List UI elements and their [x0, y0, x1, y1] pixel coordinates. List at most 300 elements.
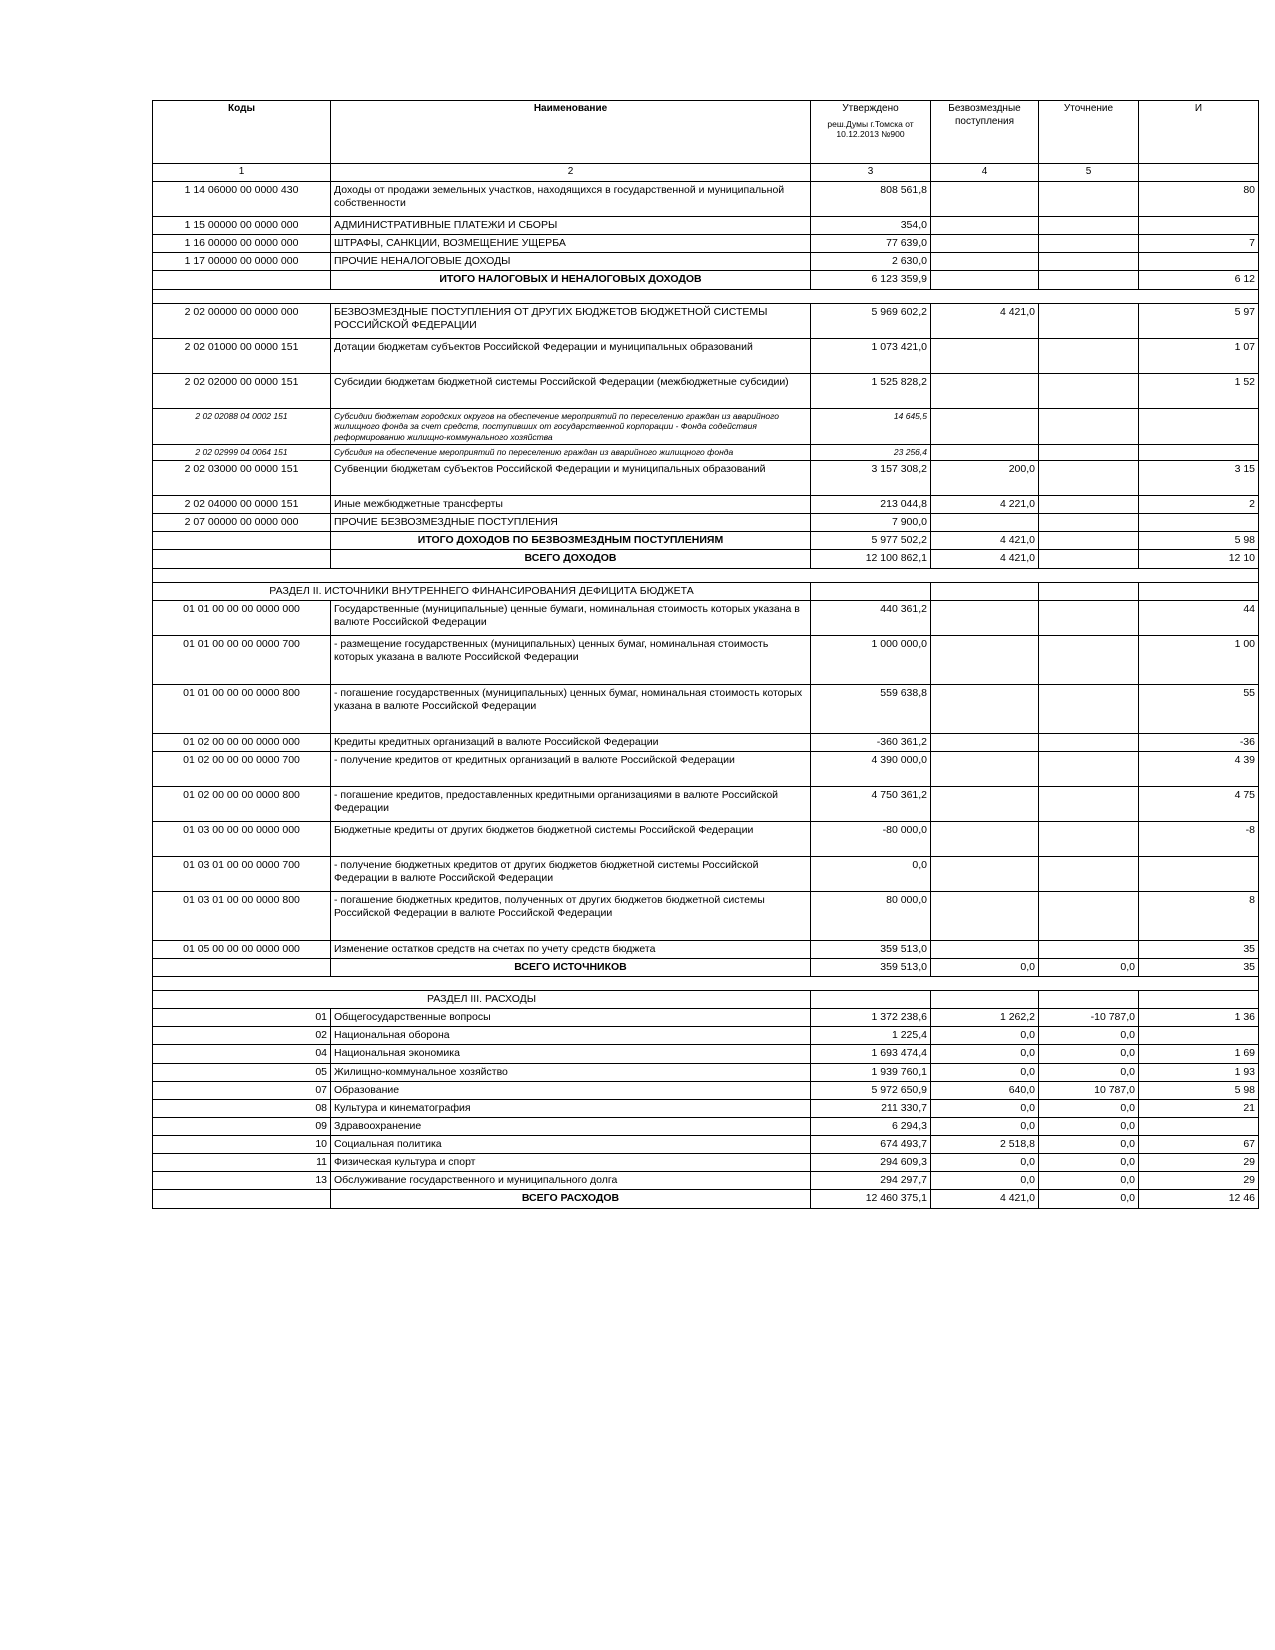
row-approved: 6 294,3	[811, 1117, 931, 1135]
column-header-total	[1139, 101, 1259, 164]
column-header-name	[331, 101, 811, 164]
row-name: Национальная экономика	[331, 1045, 811, 1063]
table-row	[153, 684, 1259, 733]
row-adjustment	[1039, 235, 1139, 253]
row-code: 2 02 00000 00 0000 000	[153, 303, 331, 338]
row-total	[1139, 856, 1259, 891]
row-gratuitous	[931, 856, 1039, 891]
table-row	[153, 1136, 1259, 1154]
row-code	[153, 958, 331, 976]
row-gratuitous	[931, 821, 1039, 856]
row-adjustment	[1039, 821, 1139, 856]
row-name: АДМИНИСТРАТИВНЫЕ ПЛАТЕЖИ И СБОРЫ	[331, 217, 811, 235]
column-number-2: 2	[331, 164, 811, 182]
row-adjustment: 10 787,0	[1039, 1081, 1139, 1099]
row-name: Культура и кинематография	[331, 1099, 811, 1117]
row-approved: 559 638,8	[811, 684, 931, 733]
row-gratuitous	[931, 373, 1039, 408]
row-approved: 2 630,0	[811, 253, 931, 271]
row-adjustment: 0,0	[1039, 1045, 1139, 1063]
row-adjustment	[1039, 496, 1139, 514]
row-approved: 211 330,7	[811, 1099, 931, 1117]
table-row	[153, 635, 1259, 684]
row-total: 8	[1139, 891, 1259, 940]
table-row	[153, 1027, 1259, 1045]
table-row	[153, 1045, 1259, 1063]
row-adjustment	[1039, 532, 1139, 550]
row-adjustment	[1039, 514, 1139, 532]
row-adjustment	[1039, 856, 1139, 891]
row-code: 2 02 02000 00 0000 151	[153, 373, 331, 408]
section-heading-row	[153, 991, 1259, 1009]
column-header-codes	[153, 101, 331, 164]
row-name: Изменение остатков средств на счетах по учету средств бюджета	[331, 940, 811, 958]
row-code: 02	[153, 1027, 331, 1045]
table-row	[153, 1190, 1259, 1208]
row-total	[1139, 514, 1259, 532]
row-adjustment: 0,0	[1039, 1154, 1139, 1172]
row-name: ПРОЧИЕ НЕНАЛОГОВЫЕ ДОХОДЫ	[331, 253, 811, 271]
row-total: 3 15	[1139, 461, 1259, 496]
row-total: -8	[1139, 821, 1259, 856]
section-heading-blank-adj	[1039, 582, 1139, 600]
row-gratuitous: 0,0	[931, 1045, 1039, 1063]
row-name: Кредиты кредитных организаций в валюте Российской Федерации	[331, 733, 811, 751]
row-adjustment: 0,0	[1039, 1099, 1139, 1117]
row-gratuitous: 4 421,0	[931, 1190, 1039, 1208]
row-approved: -360 361,2	[811, 733, 931, 751]
row-approved: 213 044,8	[811, 496, 931, 514]
table-row	[153, 958, 1259, 976]
row-gratuitous	[931, 786, 1039, 821]
column-header-total-label: И	[1194, 103, 1203, 114]
table-row	[153, 253, 1259, 271]
column-header-adjustment-label: Уточнение	[1063, 103, 1114, 114]
table-row	[153, 1081, 1259, 1099]
row-gratuitous	[931, 600, 1039, 635]
table-row	[153, 733, 1259, 751]
table-row	[153, 786, 1259, 821]
row-code: 01 02 00 00 00 0000 700	[153, 751, 331, 786]
section-heading-blank-appr	[811, 991, 931, 1009]
row-adjustment	[1039, 635, 1139, 684]
row-total: 44	[1139, 600, 1259, 635]
row-name: Национальная оборона	[331, 1027, 811, 1045]
row-adjustment	[1039, 253, 1139, 271]
row-total: 29	[1139, 1172, 1259, 1190]
row-name: Субсидии бюджетам городских округов на обеспечение мероприятий по переселению граждан из аварийного жилищного фонда за счет средств, поступивших от государственной корпорации - Фонда содействия реформированию жилищно-коммунального хозяйства	[331, 408, 811, 445]
row-name: - получение кредитов от кредитных организаций в валюте Российской Федерации	[331, 751, 811, 786]
table-row	[153, 182, 1259, 217]
row-name: - размещение государственных (муниципальных) ценных бумаг, номинальная стоимость которых указана в валюте Российской Федерации	[331, 635, 811, 684]
row-approved: 294 609,3	[811, 1154, 931, 1172]
row-approved: 1 939 760,1	[811, 1063, 931, 1081]
row-name: ВСЕГО ДОХОДОВ	[331, 550, 811, 568]
row-adjustment	[1039, 891, 1139, 940]
row-name: Образование	[331, 1081, 811, 1099]
column-number-6	[1139, 164, 1259, 182]
column-header-gratuitous-label: Безвозмездные поступления	[948, 103, 1021, 127]
row-total: 35	[1139, 958, 1259, 976]
row-adjustment	[1039, 338, 1139, 373]
row-name: ВСЕГО РАСХОДОВ	[331, 1190, 811, 1208]
row-approved: 12 460 375,1	[811, 1190, 931, 1208]
row-code: 2 02 04000 00 0000 151	[153, 496, 331, 514]
row-adjustment	[1039, 733, 1139, 751]
column-header-codes-label: Коды	[228, 103, 255, 114]
row-total: 1 69	[1139, 1045, 1259, 1063]
row-gratuitous	[931, 182, 1039, 217]
table-row	[153, 408, 1259, 445]
row-adjustment: 0,0	[1039, 958, 1139, 976]
row-approved: 23 256,4	[811, 445, 931, 461]
row-code: 2 07 00000 00 0000 000	[153, 514, 331, 532]
table-row	[153, 1099, 1259, 1117]
row-total: 12 46	[1139, 1190, 1259, 1208]
row-approved: 359 513,0	[811, 940, 931, 958]
row-adjustment	[1039, 217, 1139, 235]
spacer-row	[153, 977, 1259, 991]
row-gratuitous: 4 421,0	[931, 532, 1039, 550]
column-header-approved	[811, 101, 931, 164]
table-row	[153, 1154, 1259, 1172]
row-code: 09	[153, 1117, 331, 1135]
row-name: Иные межбюджетные трансферты	[331, 496, 811, 514]
row-adjustment	[1039, 461, 1139, 496]
row-gratuitous: 1 262,2	[931, 1009, 1039, 1027]
row-code: 01 05 00 00 00 0000 000	[153, 940, 331, 958]
row-code: 01 02 00 00 00 0000 800	[153, 786, 331, 821]
row-name: Дотации бюджетам субъектов Российской Федерации и муниципальных образований	[331, 338, 811, 373]
row-total: -36	[1139, 733, 1259, 751]
row-total: 21	[1139, 1099, 1259, 1117]
row-total: 29	[1139, 1154, 1259, 1172]
row-total: 2	[1139, 496, 1259, 514]
column-header-gratuitous	[931, 101, 1039, 164]
table-row	[153, 532, 1259, 550]
spacer-row	[153, 289, 1259, 303]
section-heading-row	[153, 582, 1259, 600]
budget-table	[152, 100, 1259, 1209]
row-approved: 808 561,8	[811, 182, 931, 217]
table-row	[153, 856, 1259, 891]
row-gratuitous	[931, 408, 1039, 445]
row-gratuitous	[931, 445, 1039, 461]
row-gratuitous: 0,0	[931, 1027, 1039, 1045]
table-row	[153, 461, 1259, 496]
row-approved: 3 157 308,2	[811, 461, 931, 496]
row-adjustment	[1039, 684, 1139, 733]
row-gratuitous	[931, 271, 1039, 289]
row-code: 01 01 00 00 00 0000 000	[153, 600, 331, 635]
section-heading-label: РАЗДЕЛ II. ИСТОЧНИКИ ВНУТРЕННЕГО ФИНАНСИРОВАНИЯ ДЕФИЦИТА БЮДЖЕТА	[153, 582, 811, 600]
row-adjustment	[1039, 408, 1139, 445]
row-gratuitous: 4 421,0	[931, 303, 1039, 338]
row-approved: 4 390 000,0	[811, 751, 931, 786]
row-gratuitous: 200,0	[931, 461, 1039, 496]
row-name: - погашение государственных (муниципальных) ценных бумаг, номинальная стоимость которых указана в валюте Российской Федерации	[331, 684, 811, 733]
column-header-approved-label: Утверждено	[842, 103, 899, 114]
row-gratuitous	[931, 217, 1039, 235]
row-code: 2 02 03000 00 0000 151	[153, 461, 331, 496]
row-approved: 0,0	[811, 856, 931, 891]
row-adjustment	[1039, 182, 1139, 217]
section-heading-blank-total	[1139, 991, 1259, 1009]
table-row	[153, 514, 1259, 532]
row-name: БЕЗВОЗМЕЗДНЫЕ ПОСТУПЛЕНИЯ ОТ ДРУГИХ БЮДЖЕТОВ БЮДЖЕТНОЙ СИСТЕМЫ РОССИЙСКОЙ ФЕДЕРАЦИИ	[331, 303, 811, 338]
row-total: 35	[1139, 940, 1259, 958]
row-adjustment	[1039, 303, 1139, 338]
row-adjustment	[1039, 271, 1139, 289]
table-row	[153, 550, 1259, 568]
row-name: Субвенции бюджетам субъектов Российской Федерации и муниципальных образований	[331, 461, 811, 496]
row-adjustment: 0,0	[1039, 1027, 1139, 1045]
spacer-row	[153, 568, 1259, 582]
row-total: 1 52	[1139, 373, 1259, 408]
row-total	[1139, 1027, 1259, 1045]
table-row	[153, 940, 1259, 958]
row-code: 1 15 00000 00 0000 000	[153, 217, 331, 235]
row-total: 5 97	[1139, 303, 1259, 338]
row-code: 2 02 02088 04 0002 151	[153, 408, 331, 445]
row-total: 5 98	[1139, 1081, 1259, 1099]
row-gratuitous: 0,0	[931, 1099, 1039, 1117]
row-total	[1139, 408, 1259, 445]
row-gratuitous: 0,0	[931, 1154, 1039, 1172]
row-adjustment	[1039, 445, 1139, 461]
row-name: Обслуживание государственного и муниципального долга	[331, 1172, 811, 1190]
row-code: 2 02 01000 00 0000 151	[153, 338, 331, 373]
row-gratuitous: 0,0	[931, 958, 1039, 976]
row-gratuitous	[931, 514, 1039, 532]
row-total	[1139, 1117, 1259, 1135]
row-gratuitous: 0,0	[931, 1172, 1039, 1190]
table-row	[153, 821, 1259, 856]
row-approved: 354,0	[811, 217, 931, 235]
row-approved: 1 372 238,6	[811, 1009, 931, 1027]
row-name: Социальная политика	[331, 1136, 811, 1154]
row-code	[153, 550, 331, 568]
row-adjustment: 0,0	[1039, 1190, 1139, 1208]
column-header-adjustment	[1039, 101, 1139, 164]
spacer-cell	[153, 289, 1259, 303]
column-header-approved-sub: реш.Думы г.Томска от 10.12.2013 №900	[827, 118, 914, 140]
row-gratuitous	[931, 733, 1039, 751]
table-row	[153, 1063, 1259, 1081]
row-adjustment	[1039, 600, 1139, 635]
row-name: - погашение кредитов, предоставленных кредитными организациями в валюте Российской Федерации	[331, 786, 811, 821]
row-adjustment	[1039, 550, 1139, 568]
column-header-name-label: Наименование	[533, 103, 608, 114]
section-heading-blank-total	[1139, 582, 1259, 600]
row-code: 07	[153, 1081, 331, 1099]
table-row	[153, 373, 1259, 408]
row-code: 11	[153, 1154, 331, 1172]
table-row	[153, 496, 1259, 514]
row-total: 67	[1139, 1136, 1259, 1154]
column-number-row	[153, 164, 1259, 182]
row-approved: 359 513,0	[811, 958, 931, 976]
row-code: 10	[153, 1136, 331, 1154]
row-approved: 7 900,0	[811, 514, 931, 532]
budget-document-page	[152, 100, 1255, 1209]
row-name: ИТОГО ДОХОДОВ ПО БЕЗВОЗМЕЗДНЫМ ПОСТУПЛЕНИЯМ	[331, 532, 811, 550]
row-total: 1 36	[1139, 1009, 1259, 1027]
table-row	[153, 303, 1259, 338]
row-code	[153, 271, 331, 289]
table-head	[153, 101, 1259, 182]
section-heading-blank-appr	[811, 582, 931, 600]
row-gratuitous	[931, 940, 1039, 958]
row-gratuitous	[931, 891, 1039, 940]
row-code	[153, 532, 331, 550]
row-approved: 4 750 361,2	[811, 786, 931, 821]
table-body	[153, 182, 1259, 1209]
row-adjustment	[1039, 940, 1139, 958]
row-code: 2 02 02999 04 0064 151	[153, 445, 331, 461]
row-total: 4 75	[1139, 786, 1259, 821]
row-gratuitous	[931, 338, 1039, 373]
row-total: 7	[1139, 235, 1259, 253]
row-name: Доходы от продажи земельных участков, находящихся в государственной и муниципальной собственности	[331, 182, 811, 217]
spacer-cell	[153, 568, 1259, 582]
row-approved: 1 225,4	[811, 1027, 931, 1045]
table-row	[153, 1117, 1259, 1135]
table-row	[153, 271, 1259, 289]
row-total: 80	[1139, 182, 1259, 217]
row-total: 1 93	[1139, 1063, 1259, 1081]
spacer-cell	[153, 977, 1259, 991]
section-heading-blank-free	[931, 582, 1039, 600]
row-gratuitous	[931, 684, 1039, 733]
section-heading-blank-free	[931, 991, 1039, 1009]
row-gratuitous	[931, 253, 1039, 271]
row-total	[1139, 445, 1259, 461]
row-name: Субсидия на обеспечение мероприятий по переселению граждан из аварийного жилищного фонда	[331, 445, 811, 461]
row-name: Жилищно-коммунальное хозяйство	[331, 1063, 811, 1081]
row-name: Физическая культура и спорт	[331, 1154, 811, 1172]
row-gratuitous	[931, 751, 1039, 786]
row-approved: 1 000 000,0	[811, 635, 931, 684]
row-approved: 5 969 602,2	[811, 303, 931, 338]
row-adjustment: 0,0	[1039, 1063, 1139, 1081]
row-code: 1 14 06000 00 0000 430	[153, 182, 331, 217]
row-code: 1 17 00000 00 0000 000	[153, 253, 331, 271]
section-heading-label: РАЗДЕЛ III. РАСХОДЫ	[153, 991, 811, 1009]
row-gratuitous	[931, 235, 1039, 253]
row-code: 05	[153, 1063, 331, 1081]
column-number-4: 4	[931, 164, 1039, 182]
row-approved: 1 525 828,2	[811, 373, 931, 408]
section-heading-blank-adj	[1039, 991, 1139, 1009]
column-number-3: 3	[811, 164, 931, 182]
row-total: 1 07	[1139, 338, 1259, 373]
row-name: Бюджетные кредиты от других бюджетов бюджетной системы Российской Федерации	[331, 821, 811, 856]
row-name: ИТОГО НАЛОГОВЫХ И НЕНАЛОГОВЫХ ДОХОДОВ	[331, 271, 811, 289]
column-number-5: 5	[1039, 164, 1139, 182]
row-name: Здравоохранение	[331, 1117, 811, 1135]
row-adjustment: 0,0	[1039, 1117, 1139, 1135]
row-approved: 14 645,5	[811, 408, 931, 445]
row-total: 6 12	[1139, 271, 1259, 289]
row-gratuitous	[931, 635, 1039, 684]
column-number-1: 1	[153, 164, 331, 182]
row-approved: 6 123 359,9	[811, 271, 931, 289]
table-row	[153, 600, 1259, 635]
row-adjustment	[1039, 751, 1139, 786]
row-code	[153, 1190, 331, 1208]
table-row	[153, 445, 1259, 461]
row-name: ПРОЧИЕ БЕЗВОЗМЕЗДНЫЕ ПОСТУПЛЕНИЯ	[331, 514, 811, 532]
row-total: 5 98	[1139, 532, 1259, 550]
table-row	[153, 217, 1259, 235]
row-name: Общегосударственные вопросы	[331, 1009, 811, 1027]
row-total	[1139, 253, 1259, 271]
row-total	[1139, 217, 1259, 235]
row-approved: 12 100 862,1	[811, 550, 931, 568]
header-row	[153, 101, 1259, 164]
row-name: ВСЕГО ИСТОЧНИКОВ	[331, 958, 811, 976]
table-row	[153, 235, 1259, 253]
row-code: 13	[153, 1172, 331, 1190]
row-code: 01 03 00 00 00 0000 000	[153, 821, 331, 856]
row-adjustment	[1039, 786, 1139, 821]
row-approved: 674 493,7	[811, 1136, 931, 1154]
row-gratuitous: 0,0	[931, 1063, 1039, 1081]
table-row	[153, 1172, 1259, 1190]
row-approved: 1 693 474,4	[811, 1045, 931, 1063]
row-approved: 294 297,7	[811, 1172, 931, 1190]
row-code: 1 16 00000 00 0000 000	[153, 235, 331, 253]
row-approved: 440 361,2	[811, 600, 931, 635]
table-row	[153, 1009, 1259, 1027]
row-adjustment	[1039, 373, 1139, 408]
row-adjustment: 0,0	[1039, 1172, 1139, 1190]
row-name: - погашение бюджетных кредитов, полученных от других бюджетов бюджетной системы Российской Федерации в валюте Российской Федерации	[331, 891, 811, 940]
row-approved: -80 000,0	[811, 821, 931, 856]
row-code: 04	[153, 1045, 331, 1063]
row-code: 01	[153, 1009, 331, 1027]
row-gratuitous: 640,0	[931, 1081, 1039, 1099]
row-name: Государственные (муниципальные) ценные бумаги, номинальная стоимость которых указана в валюте Российской Федерации	[331, 600, 811, 635]
row-gratuitous: 2 518,8	[931, 1136, 1039, 1154]
row-code: 01 01 00 00 00 0000 800	[153, 684, 331, 733]
row-approved: 5 977 502,2	[811, 532, 931, 550]
row-name: ШТРАФЫ, САНКЦИИ, ВОЗМЕЩЕНИЕ УЩЕРБА	[331, 235, 811, 253]
row-name: Субсидии бюджетам бюджетной системы Российской Федерации (межбюджетные субсидии)	[331, 373, 811, 408]
row-total: 12 10	[1139, 550, 1259, 568]
row-adjustment: -10 787,0	[1039, 1009, 1139, 1027]
row-gratuitous: 0,0	[931, 1117, 1039, 1135]
row-approved: 5 972 650,9	[811, 1081, 931, 1099]
row-code: 01 03 01 00 00 0000 800	[153, 891, 331, 940]
row-gratuitous: 4 221,0	[931, 496, 1039, 514]
row-code: 01 02 00 00 00 0000 000	[153, 733, 331, 751]
table-row	[153, 751, 1259, 786]
row-approved: 77 639,0	[811, 235, 931, 253]
row-code: 08	[153, 1099, 331, 1117]
row-total: 55	[1139, 684, 1259, 733]
table-row	[153, 891, 1259, 940]
row-total: 1 00	[1139, 635, 1259, 684]
row-gratuitous: 4 421,0	[931, 550, 1039, 568]
row-code: 01 03 01 00 00 0000 700	[153, 856, 331, 891]
row-total: 4 39	[1139, 751, 1259, 786]
table-row	[153, 338, 1259, 373]
row-name: - получение бюджетных кредитов от других бюджетов бюджетной системы Российской Федерации в валюте Российской Федерации	[331, 856, 811, 891]
row-approved: 80 000,0	[811, 891, 931, 940]
row-approved: 1 073 421,0	[811, 338, 931, 373]
